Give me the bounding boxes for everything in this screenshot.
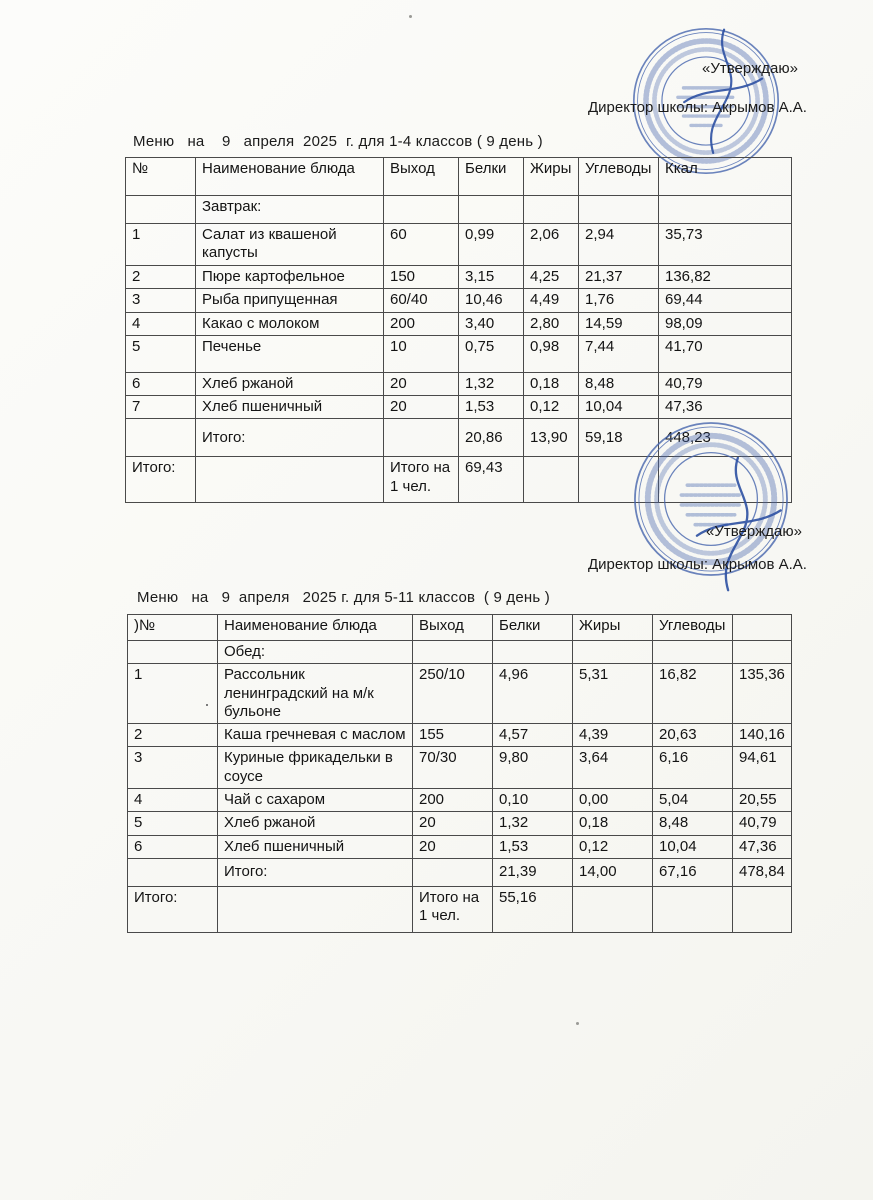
totals-kcal: 478,84 [733, 858, 792, 886]
table-row [126, 266, 792, 289]
cell-protein: 3,40 [459, 312, 524, 335]
cell-carbs: 16,82 [653, 664, 733, 724]
totals-protein: 21,39 [493, 858, 573, 886]
menu2-table [127, 614, 792, 933]
cell-carbs: 21,37 [579, 266, 659, 289]
col-header-fat: Жиры [524, 158, 579, 196]
cell-fat: 0,12 [573, 835, 653, 858]
per-person-caption: Итого на 1 чел. [384, 457, 459, 503]
col-header-dish: Наименование блюда [218, 615, 413, 641]
approve-label: «Утверждаю» [706, 523, 802, 540]
cell-portion: 20 [384, 372, 459, 395]
director-signature-line: Директор школы: Акрымов А.А. [588, 556, 807, 573]
col-header-protein: Белки [459, 158, 524, 196]
cell-protein: 0,99 [459, 224, 524, 266]
cell-fat: 4,25 [524, 266, 579, 289]
col-header-num: )№ [128, 615, 218, 641]
cell-num: 3 [126, 289, 196, 312]
cell-carbs: 1,76 [579, 289, 659, 312]
col-header-protein: Белки [493, 615, 573, 641]
cell-carbs: 14,59 [579, 312, 659, 335]
cell-portion: 20 [413, 835, 493, 858]
cell-dish: Печенье [196, 335, 384, 372]
cell-kcal: 41,70 [659, 335, 792, 372]
table-row [128, 789, 792, 812]
cell-protein: 0,75 [459, 335, 524, 372]
cell-dish: Куриные фрикадельки в соусе [218, 747, 413, 789]
menu1-totals-row [126, 419, 792, 457]
col-header-num: № [126, 158, 196, 196]
cell-protein: 9,80 [493, 747, 573, 789]
cell-carbs: 8,48 [579, 372, 659, 395]
cell-num: 5 [126, 335, 196, 372]
cell-num: 6 [128, 835, 218, 858]
cell-num: 1 [126, 224, 196, 266]
cell-kcal: 40,79 [733, 812, 792, 835]
cell-fat: 0,00 [573, 789, 653, 812]
col-header-carbs: Углеводы [579, 158, 659, 196]
cell-protein: 1,32 [493, 812, 573, 835]
cell-portion: 200 [413, 789, 493, 812]
section-label: Обед: [218, 641, 413, 664]
cell-kcal: 20,55 [733, 789, 792, 812]
totals-kcal: 448,23 [659, 419, 792, 457]
cell-kcal: 47,36 [659, 396, 792, 419]
totals-fat: 13,90 [524, 419, 579, 457]
menu1-per-person-row [126, 457, 792, 503]
cell-num: 4 [128, 789, 218, 812]
director-signature-line: Директор школы: Акрымов А.А. [588, 99, 807, 116]
menu1-header-row [126, 158, 792, 196]
cell-portion: 60/40 [384, 289, 459, 312]
totals-fat: 14,00 [573, 858, 653, 886]
cell-num: 7 [126, 396, 196, 419]
cell-dish: Какао с молоком [196, 312, 384, 335]
table-row [126, 224, 792, 266]
cell-portion: 250/10 [413, 664, 493, 724]
table-row [126, 312, 792, 335]
table-row [126, 335, 792, 372]
cell-dish: Каша гречневая с маслом [218, 724, 413, 747]
scan-speck [576, 1022, 579, 1025]
cell-portion: 200 [384, 312, 459, 335]
cell-kcal: 47,36 [733, 835, 792, 858]
table-row [126, 372, 792, 395]
section-label: Завтрак: [196, 196, 384, 224]
cell-fat: 0,18 [524, 372, 579, 395]
cell-dish: Рассольник ленинградский на м/к бульоне [218, 664, 413, 724]
cell-portion: 10 [384, 335, 459, 372]
per-person-label: Итого: [128, 886, 218, 932]
cell-dish: Пюре картофельное [196, 266, 384, 289]
menu2-per-person-row [128, 886, 792, 932]
col-header-portion: Выход [384, 158, 459, 196]
scan-speck [206, 704, 208, 706]
cell-num: 4 [126, 312, 196, 335]
table-row [128, 724, 792, 747]
menu2-totals-row [128, 858, 792, 886]
cell-portion: 155 [413, 724, 493, 747]
cell-num: 1 [128, 664, 218, 724]
cell-protein: 10,46 [459, 289, 524, 312]
col-header-kcal: Ккал [659, 158, 792, 196]
table-row [128, 747, 792, 789]
table-row [126, 396, 792, 419]
scan-speck [409, 15, 412, 18]
table-row [128, 664, 792, 724]
cell-fat: 2,06 [524, 224, 579, 266]
cell-carbs: 7,44 [579, 335, 659, 372]
cell-portion: 70/30 [413, 747, 493, 789]
cell-kcal: 98,09 [659, 312, 792, 335]
cell-carbs: 20,63 [653, 724, 733, 747]
cell-carbs: 10,04 [579, 396, 659, 419]
menu1-table [125, 157, 792, 503]
cell-kcal: 35,73 [659, 224, 792, 266]
cell-fat: 0,98 [524, 335, 579, 372]
approve-label: «Утверждаю» [702, 60, 798, 77]
cell-kcal: 69,44 [659, 289, 792, 312]
cell-carbs: 8,48 [653, 812, 733, 835]
totals-label: Итого: [218, 858, 413, 886]
cell-portion: 20 [384, 396, 459, 419]
cell-carbs: 10,04 [653, 835, 733, 858]
cell-portion: 150 [384, 266, 459, 289]
cell-protein: 3,15 [459, 266, 524, 289]
menu1-title: Меню на 9 апреля 2025 г. для 1-4 классов ( 9 день ) [133, 133, 543, 150]
per-person-value: 69,43 [459, 457, 524, 503]
totals-carbs: 67,16 [653, 858, 733, 886]
cell-num: 2 [128, 724, 218, 747]
totals-label: Итого: [196, 419, 384, 457]
per-person-caption: Итого на 1 чел. [413, 886, 493, 932]
per-person-value: 55,16 [493, 886, 573, 932]
cell-protein: 1,53 [493, 835, 573, 858]
cell-kcal: 94,61 [733, 747, 792, 789]
col-header-portion: Выход [413, 615, 493, 641]
col-header-dish: Наименование блюда [196, 158, 384, 196]
cell-dish: Салат из квашеной капусты [196, 224, 384, 266]
cell-protein: 1,53 [459, 396, 524, 419]
col-header-carbs: Углеводы [653, 615, 733, 641]
cell-protein: 4,96 [493, 664, 573, 724]
cell-fat: 5,31 [573, 664, 653, 724]
cell-carbs: 6,16 [653, 747, 733, 789]
cell-fat: 3,64 [573, 747, 653, 789]
cell-fat: 0,12 [524, 396, 579, 419]
cell-dish: Хлеб ржаной [196, 372, 384, 395]
cell-num: 3 [128, 747, 218, 789]
menu2-header-row [128, 615, 792, 641]
table-row [126, 289, 792, 312]
cell-carbs: 5,04 [653, 789, 733, 812]
menu2-title: Меню на 9 апреля 2025 г. для 5-11 классов ( 9 день ) [137, 589, 550, 606]
table-row [128, 835, 792, 858]
table-row [128, 812, 792, 835]
cell-portion: 20 [413, 812, 493, 835]
menu1-section-row [126, 196, 792, 224]
cell-carbs: 2,94 [579, 224, 659, 266]
cell-fat: 2,80 [524, 312, 579, 335]
cell-protein: 4,57 [493, 724, 573, 747]
cell-dish: Хлеб пшеничный [196, 396, 384, 419]
cell-kcal: 135,36 [733, 664, 792, 724]
per-person-label: Итого: [126, 457, 196, 503]
cell-num: 6 [126, 372, 196, 395]
menu2-section-row [128, 641, 792, 664]
cell-fat: 4,39 [573, 724, 653, 747]
director-signature-icon [655, 26, 775, 162]
cell-kcal: 140,16 [733, 724, 792, 747]
cell-dish: Хлеб ржаной [218, 812, 413, 835]
cell-dish: Хлеб пшеничный [218, 835, 413, 858]
cell-portion: 60 [384, 224, 459, 266]
cell-kcal: 136,82 [659, 266, 792, 289]
cell-dish: Чай с сахаром [218, 789, 413, 812]
cell-num: 5 [128, 812, 218, 835]
col-header-fat: Жиры [573, 615, 653, 641]
totals-carbs: 59,18 [579, 419, 659, 457]
cell-protein: 1,32 [459, 372, 524, 395]
col-header-kcal [733, 615, 792, 641]
cell-fat: 4,49 [524, 289, 579, 312]
cell-kcal: 40,79 [659, 372, 792, 395]
cell-num: 2 [126, 266, 196, 289]
totals-protein: 20,86 [459, 419, 524, 457]
cell-fat: 0,18 [573, 812, 653, 835]
cell-dish: Рыба припущенная [196, 289, 384, 312]
cell-protein: 0,10 [493, 789, 573, 812]
